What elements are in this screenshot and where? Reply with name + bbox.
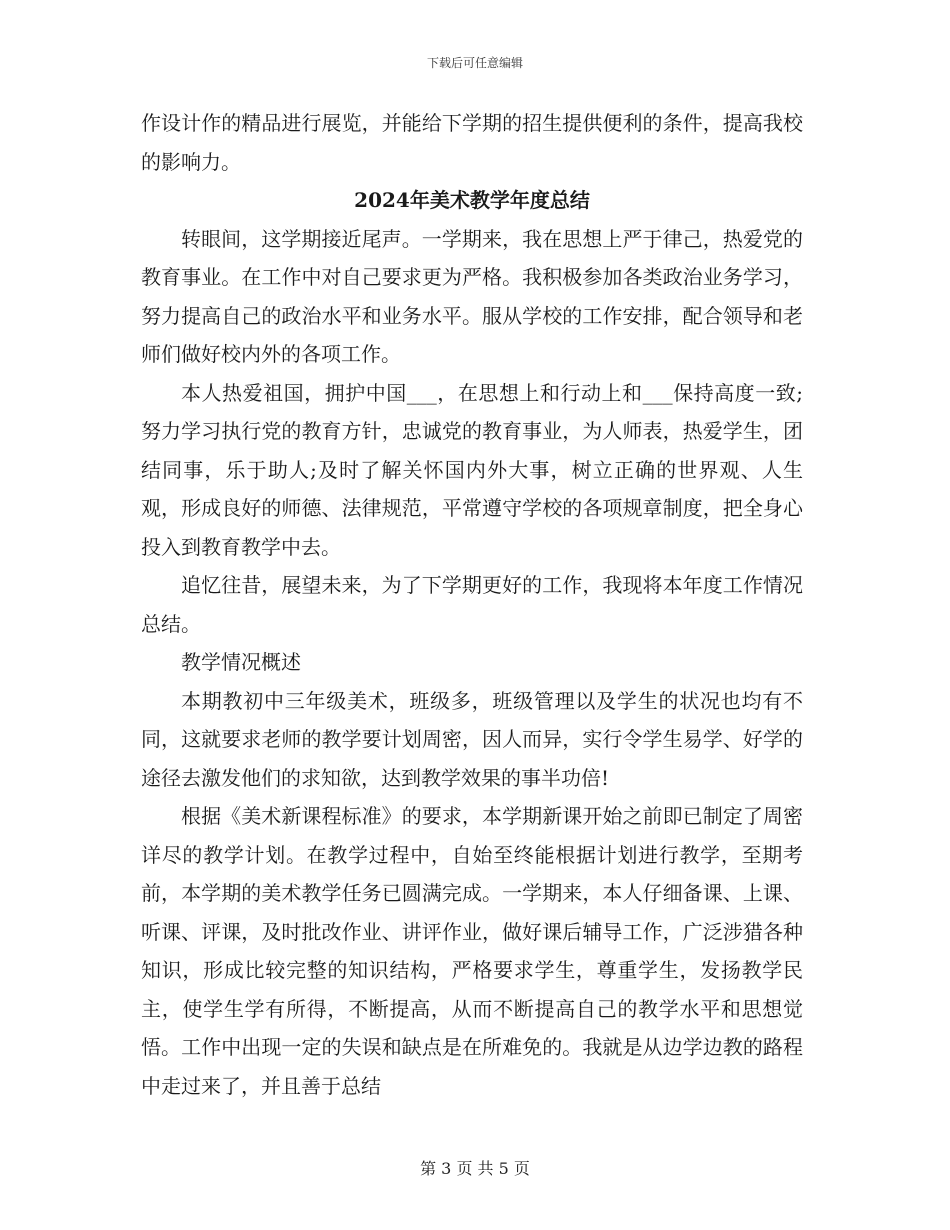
body-paragraph: 转眼间，这学期接近尾声。一学期来，我在思想上严于律己，热爱党的教育事业。在工作中对自己要求更为严格。我积极参加各类政治业务学习，努力提高自己的政治水平和业务水平。服从学校的工作安排，配合领导和老师们做好校内外的各项工作。 <box>141 226 803 366</box>
continuation-paragraph: 作设计作的精品进行展览，并能给下学期的招生提供便利的条件，提高我校的影响力。 <box>141 111 803 174</box>
body-paragraph: 本期教初中三年级美术，班级多，班级管理以及学生的状况也均有不同，这就要求老师的教学要计划周密，因人而异，实行令学生易学、好学的途径去激发他们的求知欲，达到教学效果的事半功倍! <box>141 688 803 790</box>
document-title: 2024年美术教学年度总结 <box>354 188 590 212</box>
body-paragraph: 根据《美术新课程标准》的要求，本学期新课开始之前即已制定了周密详尽的教学计划。在教学过程中，自始至终能根据计划进行教学，至期考前，本学期的美术教学任务已圆满完成。一学期来，本人仔细备课、上课、听课、评课，及时批改作业、讲评作业，做好课后辅导工作，广泛涉猎各种知识，形成比较完整的知识结构，严格要求学生，尊重学生，发扬教学民主，使学生学有所得，不断提高，从而不断提高自己的教学水平和思想觉悟。工作中出现一定的失误和缺点是在所难免的。我就是从边学边教的路程中走过来了，并且善于总结 <box>141 804 803 1098</box>
page-number: 第 3 页 共 5 页 <box>420 1159 530 1178</box>
document-body <box>141 104 803 1105</box>
body-paragraph: 追忆往昔，展望未来，为了下学期更好的工作，我现将本年度工作情况总结。 <box>141 573 803 636</box>
page-header: 下载后可任意编辑 <box>426 56 523 70</box>
section-heading: 教学情况概述 <box>181 650 301 674</box>
body-paragraph: 本人热爱祖国，拥护中国___，在思想上和行动上和___保持高度一致;努力学习执行党的教育方针，忠诚党的教育事业，为人师表，热爱学生，团结同事，乐于助人;及时了解关怀国内外大事，树立正确的世界观、人生观，形成良好的师德、法律规范，平常遵守学校的各项规章制度，把全身心投入到教育教学中去。 <box>141 380 803 559</box>
